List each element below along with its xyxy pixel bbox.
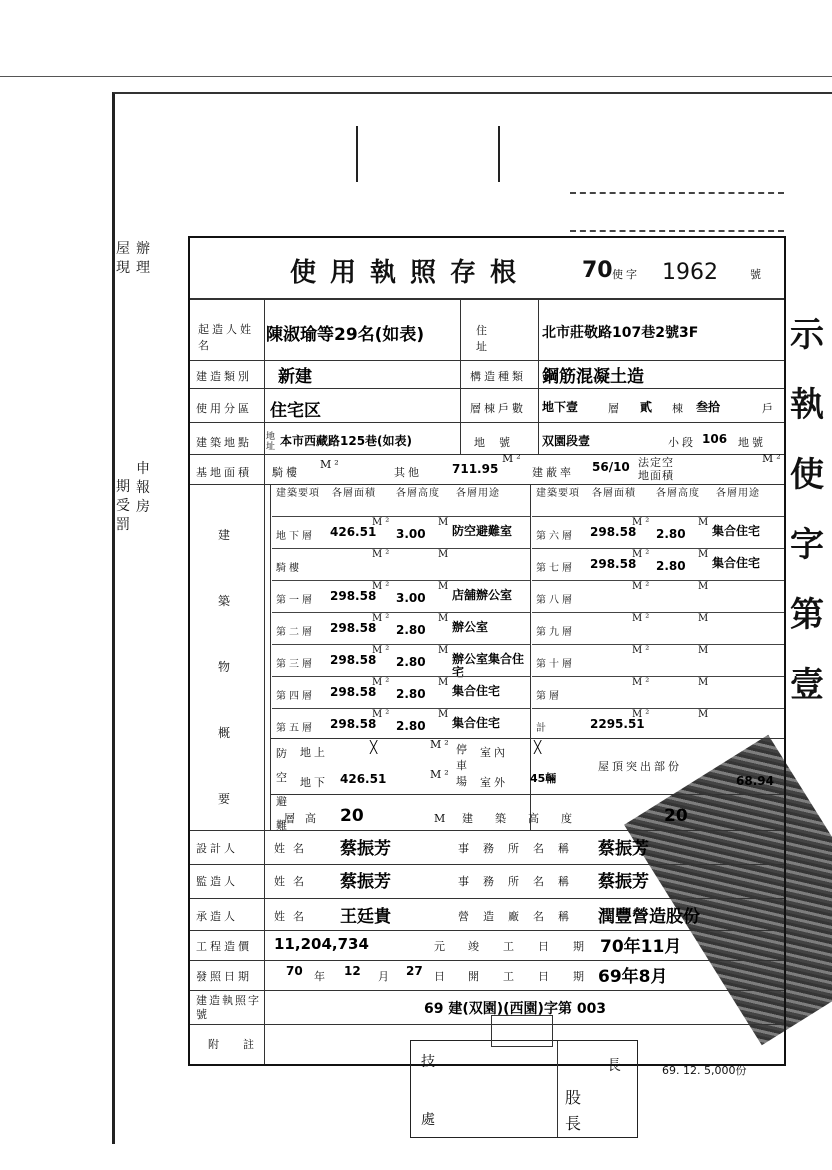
floor-height: 2.80 xyxy=(396,719,426,733)
right-margin-glyphs: 示 執 使 字 第 壹 xyxy=(790,315,824,705)
person-org-label: 營造廠名稱 xyxy=(458,910,583,923)
legal-label: 法定空地面積 xyxy=(638,456,674,482)
floor-use: 辦公室集合住宅 xyxy=(452,652,525,679)
type-label: 建造類別 xyxy=(196,370,252,383)
shelter-below-unit: M² xyxy=(430,768,452,781)
bldg-height-label: 建築高度 xyxy=(462,812,594,825)
building-summary-label xyxy=(218,502,238,832)
floor-height-unit: M xyxy=(434,812,449,825)
parking-outdoor: 室外 xyxy=(480,776,508,789)
vline-mid2 xyxy=(538,298,539,454)
floor-row xyxy=(272,708,530,741)
floor-row xyxy=(532,516,784,549)
floor-height: 3.00 xyxy=(396,591,426,605)
scan-top-line xyxy=(0,76,832,77)
buildings-value: 貳 xyxy=(640,400,653,414)
floor-use: 店舖辦公室 xyxy=(452,588,513,602)
rule-issue xyxy=(190,990,784,991)
done-label: 竣工日期 xyxy=(468,940,608,953)
builder-name: 陳淑瑜等29名(如表) xyxy=(266,325,425,345)
side-note-col2: 屋現 xyxy=(116,241,130,276)
arcade-label: 騎樓 xyxy=(272,466,300,479)
floor-area-unit: M² xyxy=(372,581,393,592)
vline-floors-left xyxy=(270,484,271,830)
units-value: 叁拾 xyxy=(696,400,721,414)
floor-area: 298.58 xyxy=(590,525,637,539)
floor-area-unit: M² xyxy=(632,645,653,656)
floor-name: 第二層 xyxy=(276,627,315,638)
approval-stamp xyxy=(410,1040,638,1138)
floor-area-unit: M² xyxy=(372,613,393,624)
arcade-unit: M² xyxy=(320,458,342,471)
person-name: 王廷貴 xyxy=(340,907,391,927)
floor-area: 298.58 xyxy=(330,685,377,699)
floor-height: 2.80 xyxy=(656,527,686,541)
floor-row xyxy=(272,516,530,549)
floor-height-unit: M xyxy=(438,613,452,624)
lot-no: 106 xyxy=(702,432,728,446)
rule-zone xyxy=(190,422,784,423)
site-sub: 地址 xyxy=(266,432,279,452)
rule-shelter-end xyxy=(270,794,784,795)
floor-row xyxy=(532,612,784,645)
area-label: 基地面積 xyxy=(196,466,252,479)
person-row xyxy=(190,863,784,896)
floor-row xyxy=(532,676,784,709)
summary-char: 要 xyxy=(218,792,231,806)
print-run: 69. 12. 5,000份 xyxy=(662,1064,747,1077)
year-no: 70 xyxy=(582,258,613,283)
builder-label: 起造人姓名 xyxy=(198,323,254,352)
issue-year-lbl: 年 xyxy=(314,970,328,983)
person-org-label: 事務所名稱 xyxy=(458,842,583,855)
number-suffix: 號 xyxy=(750,268,764,281)
parking-indoor: 室內 xyxy=(480,746,508,759)
permit-number: 1962 xyxy=(662,260,718,285)
zone-label: 使用分區 xyxy=(196,402,252,415)
prefix-label: 使字 xyxy=(612,268,640,281)
floors-value: 地下壹 xyxy=(542,400,579,414)
floor-use: 集合住宅 xyxy=(712,556,761,570)
floor-height-unit: M xyxy=(438,709,452,720)
other-value: 711.95 xyxy=(452,462,499,476)
floor-height-unit: M xyxy=(438,645,452,656)
floor-header: 建築要項 xyxy=(536,488,580,499)
shelter-above: 地上 xyxy=(300,746,328,759)
rule-type xyxy=(190,388,784,389)
floor-use: 防空避難室 xyxy=(452,524,513,538)
floor-area-unit: M² xyxy=(632,581,653,592)
stamp-office: 處 xyxy=(421,1112,438,1128)
vline-label xyxy=(264,298,265,1064)
floor-headers-right xyxy=(532,486,784,516)
start-value: 69年8月 xyxy=(598,967,668,987)
floor-name: 第一層 xyxy=(276,595,315,606)
floor-height-value: 20 xyxy=(340,806,364,826)
side-note-col4: 申報房 xyxy=(136,461,150,515)
floor-header: 各層面積 xyxy=(592,488,636,499)
site-label: 建築地點 xyxy=(196,436,252,449)
floor-area: 2295.51 xyxy=(590,717,645,731)
shelter-above-value: ╳ xyxy=(370,740,378,754)
zone-value: 住宅区 xyxy=(270,401,321,421)
floor-area-unit: M² xyxy=(632,517,653,528)
structure-value: 鋼筋混凝土造 xyxy=(542,367,644,387)
floor-area-unit: M² xyxy=(372,645,393,656)
floor-header: 各層用途 xyxy=(716,488,760,499)
floors-unit: 層 xyxy=(608,402,622,415)
floor-row xyxy=(272,644,530,677)
floor-name: 第五層 xyxy=(276,723,315,734)
floor-height-unit: M xyxy=(698,709,712,720)
floor-name: 第九層 xyxy=(536,627,575,638)
top-stamp-box xyxy=(356,126,500,182)
issue-month: 12 xyxy=(344,964,361,978)
floor-row xyxy=(532,644,784,677)
legal-unit: M² xyxy=(762,452,784,465)
floor-header: 各層高度 xyxy=(656,488,700,499)
permit-label: 建造執照字號 xyxy=(196,994,261,1021)
floor-row xyxy=(272,580,530,613)
floor-height-label: 層高 xyxy=(284,812,326,825)
remarks-label: 附註 xyxy=(208,1038,278,1051)
floor-headers-left xyxy=(272,486,530,516)
summary-char: 概 xyxy=(218,726,231,740)
permit-form xyxy=(188,236,786,1066)
stamp-seal xyxy=(491,1015,553,1047)
stamp-tech: 技 xyxy=(421,1054,438,1070)
roof-label: 屋頂突出部份 xyxy=(598,760,682,773)
side-note-col1: 辦理 xyxy=(136,241,150,276)
rule-area xyxy=(190,484,784,485)
floor-name: 第層 xyxy=(536,691,562,702)
floor-name: 地下層 xyxy=(276,531,315,542)
floor-header: 建築要項 xyxy=(276,488,320,499)
units-unit: 戶 xyxy=(762,402,776,415)
floor-use: 集合住宅 xyxy=(712,524,761,538)
side-note-col3: 期受罰 xyxy=(116,479,130,533)
floor-name: 第三層 xyxy=(276,659,315,670)
stamp-section: 股 xyxy=(565,1088,585,1107)
floor-height-unit: M xyxy=(698,581,712,592)
rule-title xyxy=(190,298,784,300)
shelter-below: 地下 xyxy=(300,776,328,789)
ratio-label: 建蔽率 xyxy=(532,466,574,479)
floor-area-unit: M² xyxy=(372,517,393,528)
floor-area-unit: M² xyxy=(632,677,653,688)
person-name-label: 姓名 xyxy=(274,910,312,923)
address-value: 北市莊敬路107巷2號3F xyxy=(542,325,699,341)
person-name-label: 姓名 xyxy=(274,875,312,888)
floor-height-unit: M xyxy=(698,613,712,624)
person-role: 承造人 xyxy=(196,910,238,923)
person-name: 蔡振芳 xyxy=(340,839,391,859)
lot-tail: 地號 xyxy=(738,436,766,449)
parking-label: 停車場 xyxy=(456,743,467,788)
floor-use: 集合住宅 xyxy=(452,716,501,730)
site-value: 本市西藏路125巷(如表) xyxy=(280,434,413,448)
lot-value: 双園段壹 xyxy=(542,434,591,448)
vline-mid1 xyxy=(460,298,461,454)
floor-height-unit: M xyxy=(438,549,452,560)
lot-label: 地號 xyxy=(474,436,524,449)
lot-section: 小段 xyxy=(668,436,696,449)
floor-area: 298.58 xyxy=(330,589,377,603)
person-role: 監造人 xyxy=(196,875,238,888)
other-label: 其他 xyxy=(394,466,422,479)
floor-area-unit: M² xyxy=(372,677,393,688)
floor-name: 第八層 xyxy=(536,595,575,606)
rule-cost xyxy=(190,960,784,961)
floor-height-unit: M xyxy=(698,645,712,656)
ratio-value: 56/10 xyxy=(592,460,630,474)
floor-height: 2.80 xyxy=(396,655,426,669)
floor-header: 各層面積 xyxy=(332,488,376,499)
person-role: 設計人 xyxy=(196,842,238,855)
floor-height: 2.80 xyxy=(396,623,426,637)
floor-area: 298.58 xyxy=(330,621,377,635)
floor-row xyxy=(532,580,784,613)
person-org: 潤豐營造股份 xyxy=(598,907,700,927)
issue-year: 70 xyxy=(286,964,303,978)
floor-row xyxy=(532,548,784,581)
cost-label: 工程造價 xyxy=(196,940,252,953)
rule-shelter xyxy=(270,738,784,739)
buildings-unit: 棟 xyxy=(672,402,686,415)
stamp-chief: 長 xyxy=(565,1114,585,1133)
person-name-label: 姓名 xyxy=(274,842,312,855)
floor-row xyxy=(532,708,784,741)
floor-height: 3.00 xyxy=(396,527,426,541)
issue-day: 27 xyxy=(406,964,423,978)
structure-label: 構造種類 xyxy=(470,370,526,383)
floor-area-unit: M² xyxy=(632,709,653,720)
type-value: 新建 xyxy=(278,367,312,387)
floor-area-unit: M² xyxy=(632,549,653,560)
floor-height: 2.80 xyxy=(396,687,426,701)
summary-char: 築 xyxy=(218,594,231,608)
floor-height: 2.80 xyxy=(656,559,686,573)
person-name: 蔡振芳 xyxy=(340,872,391,892)
parking-indoor-value: ╳ xyxy=(534,740,542,754)
stamp-divider xyxy=(557,1041,558,1137)
floor-name: 第六層 xyxy=(536,531,575,542)
summary-char: 建 xyxy=(218,528,231,542)
issue-month-lbl: 月 xyxy=(378,970,392,983)
issue-day-lbl: 日 xyxy=(434,970,448,983)
floors-label: 層棟戶數 xyxy=(470,402,526,415)
floor-height-unit: M xyxy=(438,581,452,592)
corner-stamp xyxy=(570,192,784,232)
floor-area-unit: M² xyxy=(632,613,653,624)
person-row xyxy=(190,830,784,863)
floor-row xyxy=(272,676,530,709)
floor-area-unit: M² xyxy=(372,549,393,560)
rule-builder xyxy=(190,360,784,361)
floor-name: 第十層 xyxy=(536,659,575,670)
floor-area: 298.58 xyxy=(590,557,637,571)
person-org-label: 事務所名稱 xyxy=(458,875,583,888)
person-org: 蔡振芳 xyxy=(598,839,649,859)
floor-area: 298.58 xyxy=(330,717,377,731)
person-org: 蔡振芳 xyxy=(598,872,649,892)
roof-value: 68.94 xyxy=(736,774,774,788)
area-unit: M² xyxy=(502,452,524,465)
floor-header: 各層用途 xyxy=(456,488,500,499)
floor-name: 第四層 xyxy=(276,691,315,702)
floor-row xyxy=(272,612,530,645)
floor-use: 辦公室 xyxy=(452,620,489,634)
cost-value: 11,204,734 xyxy=(274,935,369,953)
floor-area: 298.58 xyxy=(330,653,377,667)
rule-permit xyxy=(190,1024,784,1025)
start-label: 開工日期 xyxy=(468,970,608,983)
form-title: 使用執照存根 xyxy=(290,258,531,288)
parking-outdoor-value: 45輛 xyxy=(530,772,557,785)
permit-value: 69 建(双園)(西園)字第 003 xyxy=(424,1001,607,1017)
floor-height-unit: M xyxy=(698,517,712,528)
floor-name: 第七層 xyxy=(536,563,575,574)
done-value: 70年11月 xyxy=(600,937,682,957)
floor-area-unit: M² xyxy=(372,709,393,720)
floor-header: 各層高度 xyxy=(396,488,440,499)
address-label: 住址 xyxy=(476,324,505,353)
shelter-label: 防空避難 xyxy=(276,747,290,832)
shelter-above-unit: M² xyxy=(430,738,452,751)
issue-label: 發照日期 xyxy=(196,970,252,983)
cost-unit: 元 xyxy=(434,940,448,953)
floor-height-unit: M xyxy=(698,677,712,688)
rule-site xyxy=(190,454,784,455)
floor-height-unit: M xyxy=(438,677,452,688)
shelter-below-value: 426.51 xyxy=(340,772,387,786)
floor-name: 計 xyxy=(536,723,549,734)
floor-area: 426.51 xyxy=(330,525,377,539)
floor-row xyxy=(272,548,530,581)
stamp-head: 長 xyxy=(607,1058,624,1074)
floor-use: 集合住宅 xyxy=(452,684,501,698)
floor-height-unit: M xyxy=(698,549,712,560)
floor-height-unit: M xyxy=(438,517,452,528)
person-row xyxy=(190,898,784,931)
summary-char: 物 xyxy=(218,660,231,674)
bldg-height-value: 20 xyxy=(664,806,688,826)
floor-name: 騎樓 xyxy=(276,563,302,574)
